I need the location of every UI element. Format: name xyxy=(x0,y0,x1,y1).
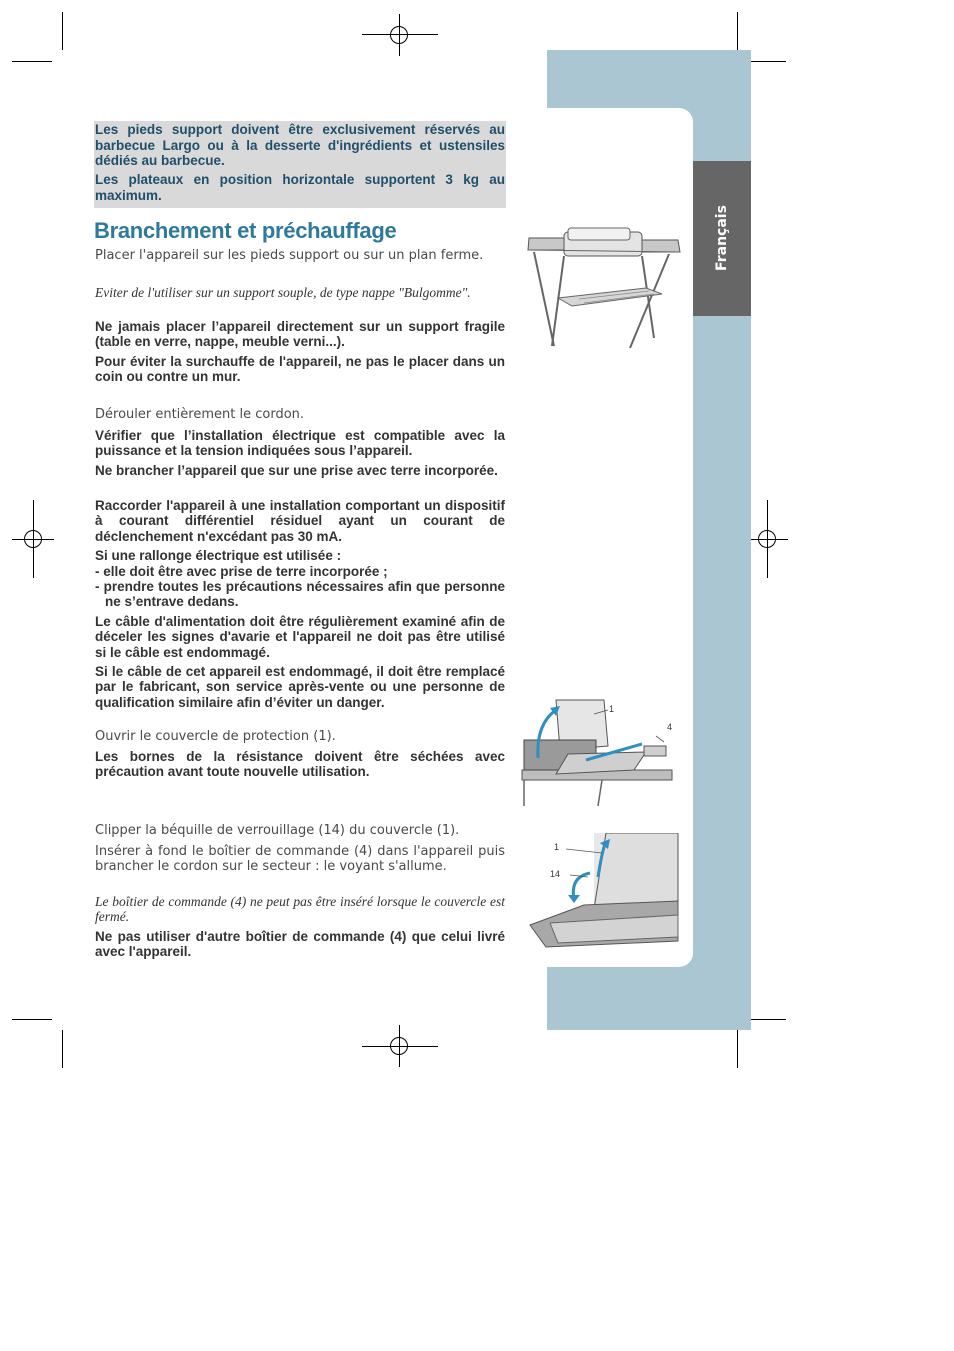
paragraph-bold: Les bornes de la résistance doivent être séchées avec précaution avant toute nouvelle utilisation. xyxy=(95,749,505,780)
figure-lid-strut xyxy=(522,833,680,955)
paragraph: Insérer à fond le boîtier de commande (4) dans l'appareil puis brancher le cordon sur le secteur : le voyant s'allume. xyxy=(95,844,505,874)
paragraph-bold: Si le câble de cet appareil est endommagé, il doit être remplacé par le fabricant, son service après-vente ou une personne de qualification similaire afin d’éviter un danger. xyxy=(95,664,505,710)
paragraph: Placer l'appareil sur les pieds support ou sur un plan ferme. xyxy=(95,248,484,263)
language-label: Français xyxy=(714,205,730,271)
warning-text-2: Les plateaux en position horizontale supportent 3 kg au maximum. xyxy=(95,172,505,203)
paragraph-bold: Ne brancher l’appareil que sur une prise avec terre incorporée. xyxy=(95,463,498,478)
paragraph-bold: Le câble d'alimentation doit être régulièrement examiné afin de déceler les signes d'avarie et l'appareil ne doit pas être utilisé si le câble est endommagé. xyxy=(95,614,505,660)
figure-label: 1 xyxy=(609,704,615,714)
paragraph-bold: Vérifier que l’installation électrique est compatible avec la puissance et la tension indiquées sous l’appareil. xyxy=(95,428,505,459)
paragraph-bold: Ne jamais placer l’appareil directement sur un support fragile (table en verre, nappe, meuble verni...). xyxy=(95,319,505,350)
figure-barbecue-stand xyxy=(524,226,682,352)
paragraph-bold: Ne pas utiliser d'autre boîtier de commande (4) que celui livré avec l'appareil. xyxy=(95,929,505,960)
list-item: - elle doit être avec prise de terre incorporée ; xyxy=(95,564,388,579)
figure-label: 14 xyxy=(550,869,561,879)
figure-label: 1 xyxy=(554,842,560,852)
paragraph: Ouvrir le couvercle de protection (1). xyxy=(95,729,336,744)
paragraph: Dérouler entièrement le cordon. xyxy=(95,407,305,422)
figure-label: 4 xyxy=(667,722,673,732)
paragraph-bold: Pour éviter la surchauffe de l'appareil, ne pas le placer dans un coin ou contre un mur. xyxy=(95,354,505,385)
paragraph: Clipper la béquille de verrouillage (14) du couvercle (1). xyxy=(95,823,460,838)
paragraph-italic: Le boîtier de commande (4) ne peut pas être inséré lorsque le couvercle est fermé. xyxy=(95,894,505,924)
section-title: Branchement et préchauffage xyxy=(94,218,397,243)
figure-open-lid xyxy=(516,694,684,806)
paragraph-bold: Raccorder l'appareil à une installation comportant un dispositif à courant différentiel résiduel ayant un courant de déclenchement n'excédant pas 30 mA. xyxy=(95,498,505,544)
paragraph-italic: Eviter de l'utiliser sur un support souple, de type nappe "Bulgomme". xyxy=(95,285,471,300)
warning-text-1: Les pieds support doivent être exclusivement réservés au barbecue Largo ou à la desserte d'ingrédients et ustensiles dédiés au barbecue. xyxy=(95,122,505,168)
paragraph-bold: Si une rallonge électrique est utilisée : xyxy=(95,548,342,563)
list-item: - prendre toutes les précautions nécessaires afin que personne ne s’entrave dedans. xyxy=(95,579,505,610)
